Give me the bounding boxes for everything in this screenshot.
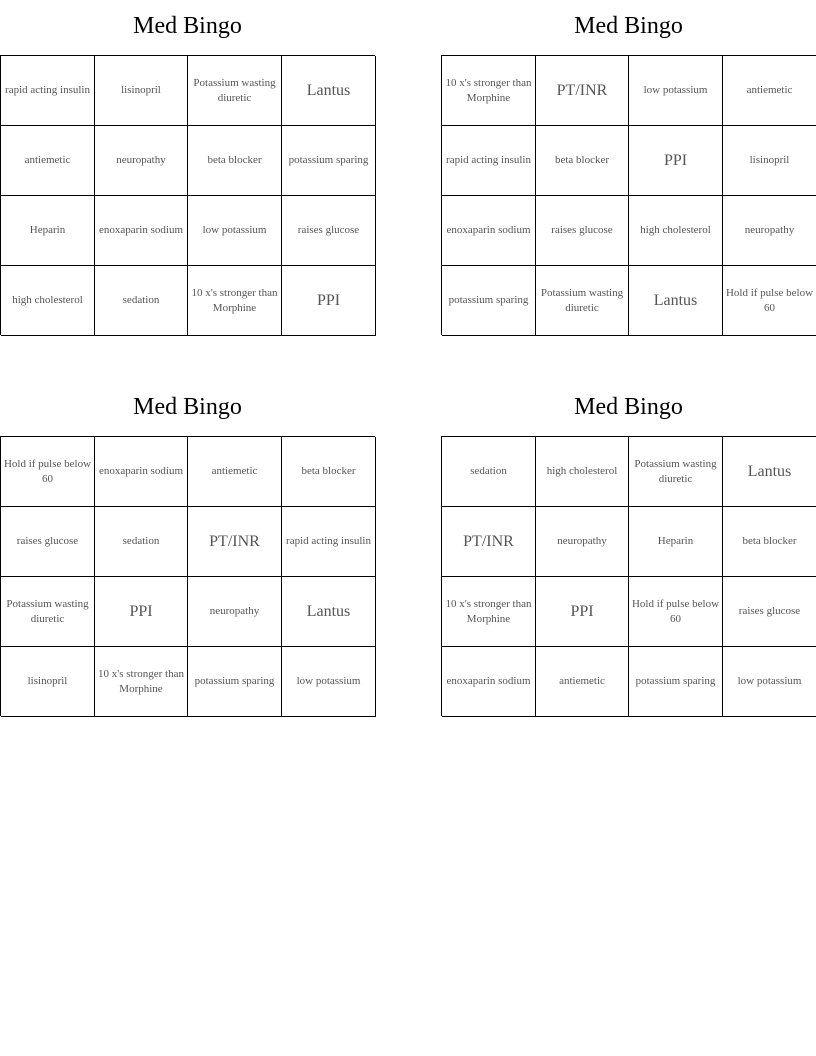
bingo-cell: 10 x's stronger than Morphine [442,56,536,126]
bingo-cell: low potassium [629,56,723,126]
bingo-cell: Potassium wasting diuretic [536,266,629,336]
bingo-cell: PPI [629,126,723,196]
bingo-cell: PT/INR [442,507,536,577]
bingo-cell: beta blocker [282,437,376,507]
bingo-cell: PPI [95,577,188,647]
bingo-cell: sedation [442,437,536,507]
bingo-cell: Potassium wasting diuretic [1,577,95,647]
bingo-cell: Lantus [282,577,376,647]
bingo-cell: neuropathy [536,507,629,577]
bingo-cell: low potassium [282,647,376,717]
bingo-cell: PPI [536,577,629,647]
card-title: Med Bingo [133,13,242,39]
bingo-cell: Heparin [1,196,95,266]
bingo-cell: rapid acting insulin [282,507,376,577]
bingo-cell: sedation [95,266,188,336]
bingo-cell: rapid acting insulin [1,56,95,126]
bingo-grid [0,436,375,716]
bingo-card [441,391,816,716]
bingo-cell: Lantus [282,56,376,126]
bingo-card [441,10,816,335]
bingo-cell: antiemetic [1,126,95,196]
bingo-cell: antiemetic [723,56,816,126]
card-title: Med Bingo [133,394,242,420]
bingo-cell: antiemetic [536,647,629,717]
bingo-cell: sedation [95,507,188,577]
bingo-cell: lisinopril [1,647,95,717]
bingo-cell: PPI [282,266,376,336]
bingo-cell: Lantus [629,266,723,336]
bingo-cell: 10 x's stronger than Morphine [188,266,282,336]
bingo-cell: raises glucose [282,196,376,266]
bingo-cell: beta blocker [723,507,816,577]
bingo-grid [441,55,816,335]
bingo-cell: raises glucose [1,507,95,577]
bingo-cell: raises glucose [536,196,629,266]
bingo-cell: lisinopril [95,56,188,126]
bingo-cell: Hold if pulse below 60 [723,266,816,336]
bingo-cell: high cholesterol [536,437,629,507]
bingo-cell: high cholesterol [1,266,95,336]
card-title: Med Bingo [574,13,683,39]
bingo-grid [0,55,375,335]
bingo-card [0,10,375,335]
bingo-cell: Potassium wasting diuretic [629,437,723,507]
bingo-cell: beta blocker [188,126,282,196]
bingo-cell: antiemetic [188,437,282,507]
bingo-cell: PT/INR [536,56,629,126]
bingo-cell: high cholesterol [629,196,723,266]
bingo-cell: rapid acting insulin [442,126,536,196]
bingo-cell: potassium sparing [442,266,536,336]
card-title: Med Bingo [574,394,683,420]
bingo-cell: enoxaparin sodium [95,196,188,266]
bingo-cell: enoxaparin sodium [442,196,536,266]
bingo-cell: neuropathy [188,577,282,647]
bingo-cell: low potassium [723,647,816,717]
bingo-cell: potassium sparing [188,647,282,717]
bingo-cell: PT/INR [188,507,282,577]
bingo-cell: low potassium [188,196,282,266]
bingo-cell: enoxaparin sodium [442,647,536,717]
bingo-cell: 10 x's stronger than Morphine [95,647,188,717]
bingo-cell: Potassium wasting diuretic [188,56,282,126]
bingo-cell: lisinopril [723,126,816,196]
bingo-cell: enoxaparin sodium [95,437,188,507]
bingo-cell: potassium sparing [282,126,376,196]
bingo-cell: Hold if pulse below 60 [629,577,723,647]
bingo-cell: Lantus [723,437,816,507]
bingo-cell: Heparin [629,507,723,577]
bingo-cell: neuropathy [723,196,816,266]
bingo-cell: neuropathy [95,126,188,196]
bingo-cell: raises glucose [723,577,816,647]
bingo-cell: potassium sparing [629,647,723,717]
bingo-cell: Hold if pulse below 60 [1,437,95,507]
bingo-cell: beta blocker [536,126,629,196]
bingo-cell: 10 x's stronger than Morphine [442,577,536,647]
bingo-card [0,391,375,716]
bingo-grid [441,436,816,716]
